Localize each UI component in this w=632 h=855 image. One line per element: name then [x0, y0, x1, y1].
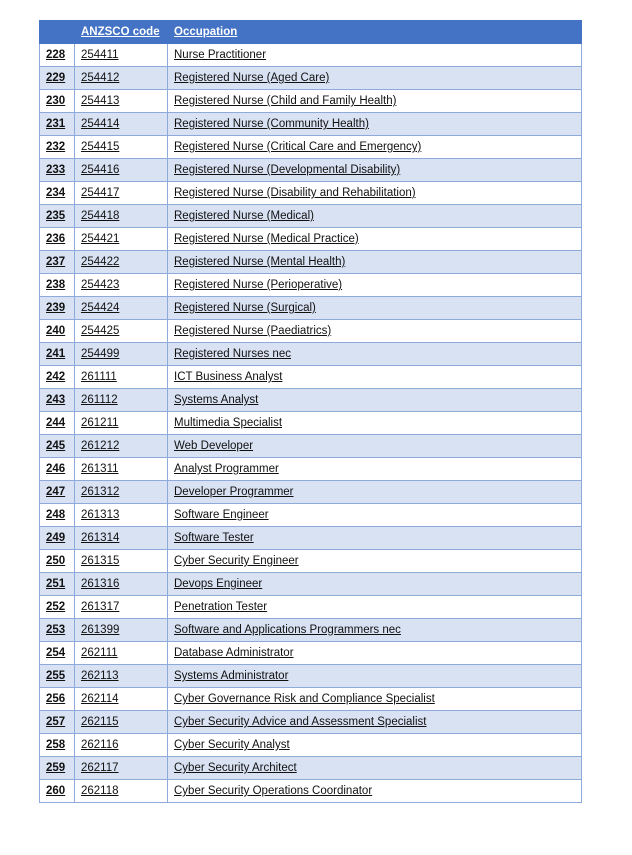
anzsco-code-link[interactable]: 261211: [75, 412, 168, 435]
occupation-link[interactable]: Cyber Security Advice and Assessment Specialist: [168, 711, 582, 734]
occupation-link[interactable]: Registered Nurse (Child and Family Health): [168, 90, 582, 113]
occupation-link[interactable]: Registered Nurse (Community Health): [168, 113, 582, 136]
occupation-link[interactable]: Devops Engineer: [168, 573, 582, 596]
occupation-link[interactable]: Penetration Tester: [168, 596, 582, 619]
anzsco-code-link[interactable]: 254415: [75, 136, 168, 159]
anzsco-code-link[interactable]: 254425: [75, 320, 168, 343]
occupation-link[interactable]: Software Engineer: [168, 504, 582, 527]
table-row: [40, 734, 582, 757]
row-number-link[interactable]: 253: [40, 619, 75, 642]
occupation-link[interactable]: Cyber Security Analyst: [168, 734, 582, 757]
occupation-link[interactable]: Registered Nurse (Medical Practice): [168, 228, 582, 251]
occupation-link[interactable]: Software Tester: [168, 527, 582, 550]
row-number-link[interactable]: 252: [40, 596, 75, 619]
row-number-link[interactable]: 245: [40, 435, 75, 458]
anzsco-code-link[interactable]: 254413: [75, 90, 168, 113]
row-number-link[interactable]: 236: [40, 228, 75, 251]
occupation-link[interactable]: Registered Nurse (Mental Health): [168, 251, 582, 274]
occupation-link[interactable]: Registered Nurse (Developmental Disability): [168, 159, 582, 182]
anzsco-code-link[interactable]: 262114: [75, 688, 168, 711]
table-body: [40, 44, 582, 803]
table-row: [40, 504, 582, 527]
anzsco-code-link[interactable]: 261111: [75, 366, 168, 389]
row-number-link[interactable]: 260: [40, 780, 75, 803]
header-row: [40, 21, 582, 44]
anzsco-code-link[interactable]: 262118: [75, 780, 168, 803]
anzsco-code-link[interactable]: 262117: [75, 757, 168, 780]
anzsco-code-link[interactable]: 261312: [75, 481, 168, 504]
anzsco-code-link[interactable]: 262111: [75, 642, 168, 665]
table-row: [40, 665, 582, 688]
table-row: [40, 481, 582, 504]
anzsco-code-link[interactable]: 261399: [75, 619, 168, 642]
row-number-link[interactable]: 230: [40, 90, 75, 113]
row-number-link[interactable]: 235: [40, 205, 75, 228]
table-row: [40, 366, 582, 389]
occupation-link[interactable]: Software and Applications Programmers nec: [168, 619, 582, 642]
row-number-link[interactable]: 248: [40, 504, 75, 527]
anzsco-code-link[interactable]: 254499: [75, 343, 168, 366]
row-number-link[interactable]: 232: [40, 136, 75, 159]
anzsco-code-link[interactable]: 262113: [75, 665, 168, 688]
row-number-link[interactable]: 240: [40, 320, 75, 343]
row-number-link[interactable]: 250: [40, 550, 75, 573]
table-row: [40, 136, 582, 159]
table-row: [40, 297, 582, 320]
anzsco-code-link[interactable]: 261112: [75, 389, 168, 412]
table-row: [40, 320, 582, 343]
anzsco-code-link[interactable]: 262116: [75, 734, 168, 757]
row-number-link[interactable]: 238: [40, 274, 75, 297]
anzsco-code-link[interactable]: 254422: [75, 251, 168, 274]
anzsco-code-link[interactable]: 261314: [75, 527, 168, 550]
table-row: [40, 780, 582, 803]
occupation-link[interactable]: Web Developer: [168, 435, 582, 458]
anzsco-code-link[interactable]: 261317: [75, 596, 168, 619]
occupation-link[interactable]: Registered Nurses nec: [168, 343, 582, 366]
table-row: [40, 182, 582, 205]
table-row: [40, 550, 582, 573]
row-number-link[interactable]: 259: [40, 757, 75, 780]
anzsco-code-link[interactable]: 254414: [75, 113, 168, 136]
occupation-link[interactable]: Registered Nurse (Disability and Rehabilitation): [168, 182, 582, 205]
row-number-link[interactable]: 251: [40, 573, 75, 596]
occupation-link[interactable]: Cyber Security Operations Coordinator: [168, 780, 582, 803]
row-number-link[interactable]: 249: [40, 527, 75, 550]
occupation-link[interactable]: Registered Nurse (Aged Care): [168, 67, 582, 90]
row-number-link[interactable]: 255: [40, 665, 75, 688]
table-row: [40, 228, 582, 251]
anzsco-code-link[interactable]: 254412: [75, 67, 168, 90]
occupation-table: [39, 20, 582, 803]
table-row: [40, 435, 582, 458]
anzsco-code-link[interactable]: 261315: [75, 550, 168, 573]
anzsco-code-link[interactable]: 254417: [75, 182, 168, 205]
table-header: [40, 21, 582, 44]
anzsco-code-link[interactable]: 254411: [75, 44, 168, 67]
row-number-link[interactable]: 246: [40, 458, 75, 481]
row-number-link[interactable]: 241: [40, 343, 75, 366]
row-number-link[interactable]: 231: [40, 113, 75, 136]
table-row: [40, 44, 582, 67]
occupation-link[interactable]: Registered Nurse (Critical Care and Emergency): [168, 136, 582, 159]
occupation-link[interactable]: Multimedia Specialist: [168, 412, 582, 435]
table-row: [40, 113, 582, 136]
anzsco-code-link[interactable]: 261212: [75, 435, 168, 458]
table-row: [40, 711, 582, 734]
table-row: [40, 159, 582, 182]
table-row: [40, 757, 582, 780]
row-number-link[interactable]: 228: [40, 44, 75, 67]
occupation-link[interactable]: Cyber Governance Risk and Compliance Specialist: [168, 688, 582, 711]
row-number-link[interactable]: 233: [40, 159, 75, 182]
number-column-header: [40, 21, 75, 44]
row-number-link[interactable]: 239: [40, 297, 75, 320]
row-number-link[interactable]: 247: [40, 481, 75, 504]
table-row: [40, 67, 582, 90]
anzsco-code-link[interactable]: 254416: [75, 159, 168, 182]
occupation-link[interactable]: Registered Nurse (Perioperative): [168, 274, 582, 297]
row-number-link[interactable]: 258: [40, 734, 75, 757]
table-row: [40, 688, 582, 711]
anzsco-code-column-header[interactable]: ANZSCO code: [75, 21, 168, 44]
table-row: [40, 251, 582, 274]
row-number-link[interactable]: 257: [40, 711, 75, 734]
table-row: [40, 458, 582, 481]
anzsco-code-link[interactable]: 261311: [75, 458, 168, 481]
anzsco-code-link[interactable]: 261316: [75, 573, 168, 596]
anzsco-code-link[interactable]: 254421: [75, 228, 168, 251]
occupation-column-header[interactable]: Occupation: [168, 21, 582, 44]
anzsco-code-link[interactable]: 254418: [75, 205, 168, 228]
occupation-link[interactable]: Database Administrator: [168, 642, 582, 665]
row-number-link[interactable]: 234: [40, 182, 75, 205]
table-row: [40, 573, 582, 596]
occupation-link[interactable]: Registered Nurse (Medical): [168, 205, 582, 228]
occupation-link[interactable]: Analyst Programmer: [168, 458, 582, 481]
table-row: [40, 527, 582, 550]
occupation-link[interactable]: Systems Administrator: [168, 665, 582, 688]
row-number-link[interactable]: 254: [40, 642, 75, 665]
anzsco-code-link[interactable]: 262115: [75, 711, 168, 734]
row-number-link[interactable]: 244: [40, 412, 75, 435]
table-row: [40, 412, 582, 435]
row-number-link[interactable]: 229: [40, 67, 75, 90]
row-number-link[interactable]: 243: [40, 389, 75, 412]
occupation-link[interactable]: Nurse Practitioner: [168, 44, 582, 67]
occupation-link[interactable]: Systems Analyst: [168, 389, 582, 412]
anzsco-code-link[interactable]: 261313: [75, 504, 168, 527]
table-row: [40, 389, 582, 412]
occupation-link[interactable]: Registered Nurse (Paediatrics): [168, 320, 582, 343]
occupation-link[interactable]: ICT Business Analyst: [168, 366, 582, 389]
row-number-link[interactable]: 242: [40, 366, 75, 389]
anzsco-code-link[interactable]: 254424: [75, 297, 168, 320]
occupation-link[interactable]: Registered Nurse (Surgical): [168, 297, 582, 320]
table-row: [40, 90, 582, 113]
table-row: [40, 205, 582, 228]
table-row: [40, 274, 582, 297]
occupation-link[interactable]: Cyber Security Engineer: [168, 550, 582, 573]
occupation-link[interactable]: Cyber Security Architect: [168, 757, 582, 780]
anzsco-code-link[interactable]: 254423: [75, 274, 168, 297]
table-row: [40, 343, 582, 366]
table-row: [40, 596, 582, 619]
occupation-link[interactable]: Developer Programmer: [168, 481, 582, 504]
table-row: [40, 642, 582, 665]
row-number-link[interactable]: 256: [40, 688, 75, 711]
row-number-link[interactable]: 237: [40, 251, 75, 274]
table-row: [40, 619, 582, 642]
